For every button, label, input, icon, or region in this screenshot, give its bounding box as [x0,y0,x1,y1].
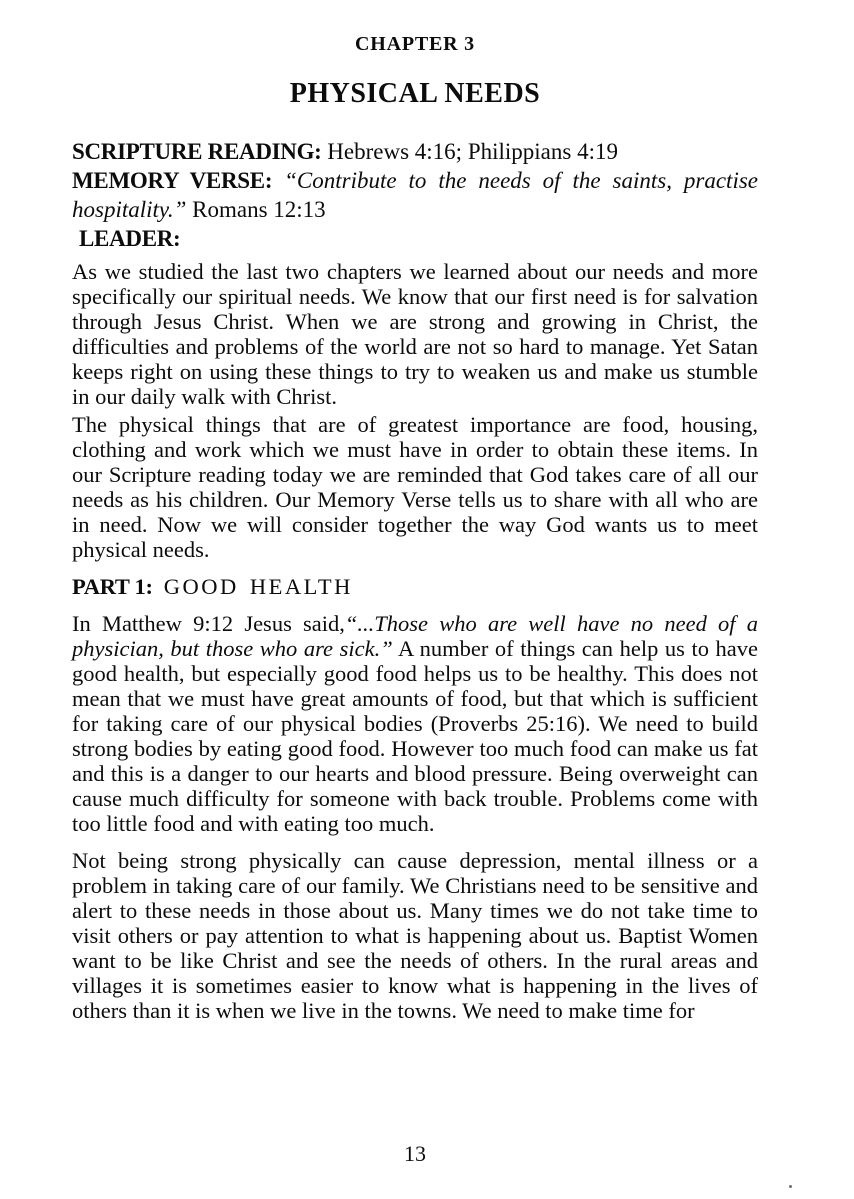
scripture-reading-line [72,137,758,166]
leader-line [72,224,758,253]
scripture-reading-text: Hebrews 4:16; Philippians 4:19 [321,139,618,164]
part1-heading [72,574,758,599]
memory-verse-line [72,166,758,224]
memory-verse-quote: “Contribute to the needs of the saints, practise hospitality.” [72,168,758,222]
page-title: PHYSICAL NEEDS [289,78,541,109]
chapter-label: CHAPTER 3 [355,33,475,55]
part1-heading-title: GOOD HEALTH [152,574,353,599]
front-matter [72,137,758,253]
part1-paragraph-1 [72,611,758,836]
page-number: 13 [404,1141,426,1166]
part1-para1-intro: In Matthew 9:12 Jesus said, [72,611,345,636]
matthew-quote: “...Those who are well have no need of a physician, but those who are sick.” [72,611,758,661]
leader-label: LEADER: [79,226,181,251]
page-body [72,259,758,1023]
part1-paragraph-2: Not being strong physically can cause depression, mental illness or a problem in taking care of our family. We Christians need to be sensitive and alert to these needs in those about us. Many times we do not take time to visit others or pay attention to what is happening about us. Baptist Women want to be like Christ and see the needs of others. In the rural areas and villages it is sometimes easier to know what is happening in the lives of others than it is when we live in the towns. We need to make time for [72,848,758,1023]
leader-paragraph-2: The physical things that are of greatest importance are food, housing, clothing and work which we must have in order to obtain these items. In our Scripture reading today we are reminded that God takes care of all our needs as his children. Our Memory Verse tells us to share with all who are in need. Now we will consider together the way God wants us to meet physical needs. [72,412,758,562]
page-footer [72,1142,758,1166]
scan-speck [789,1185,792,1188]
part1-heading-label: PART 1: [72,574,153,599]
memory-verse-reference: Romans 12:13 [186,197,326,222]
scripture-reading-label: SCRIPTURE READING: [72,139,322,164]
part1-para1-rest: A number of things can help us to have good health, but especially good food helps us to be healthy. This does not mean that we must have great amounts of food, but that which is sufficient for taking care of our physical bodies (Proverbs 25:16). We need to build strong bodies by eating good food. However too much food can make us fat and this is a danger to our hearts and blood pressure. Being overweight can cause much difficulty for someone with back trouble. Problems come with too little food and with eating too much. [72,636,758,836]
memory-verse-label: MEMORY VERSE: [72,168,273,193]
leader-paragraph-1: As we studied the last two chapters we learned about our needs and more specifically our spiritual needs. We know that our first need is for salvation through Jesus Christ. When we are strong and growing in Christ, the difficulties and problems of the world are not so hard to manage. Yet Satan keeps right on using these things to try to weaken us and make us stumble in our daily walk with Christ. [72,259,758,409]
